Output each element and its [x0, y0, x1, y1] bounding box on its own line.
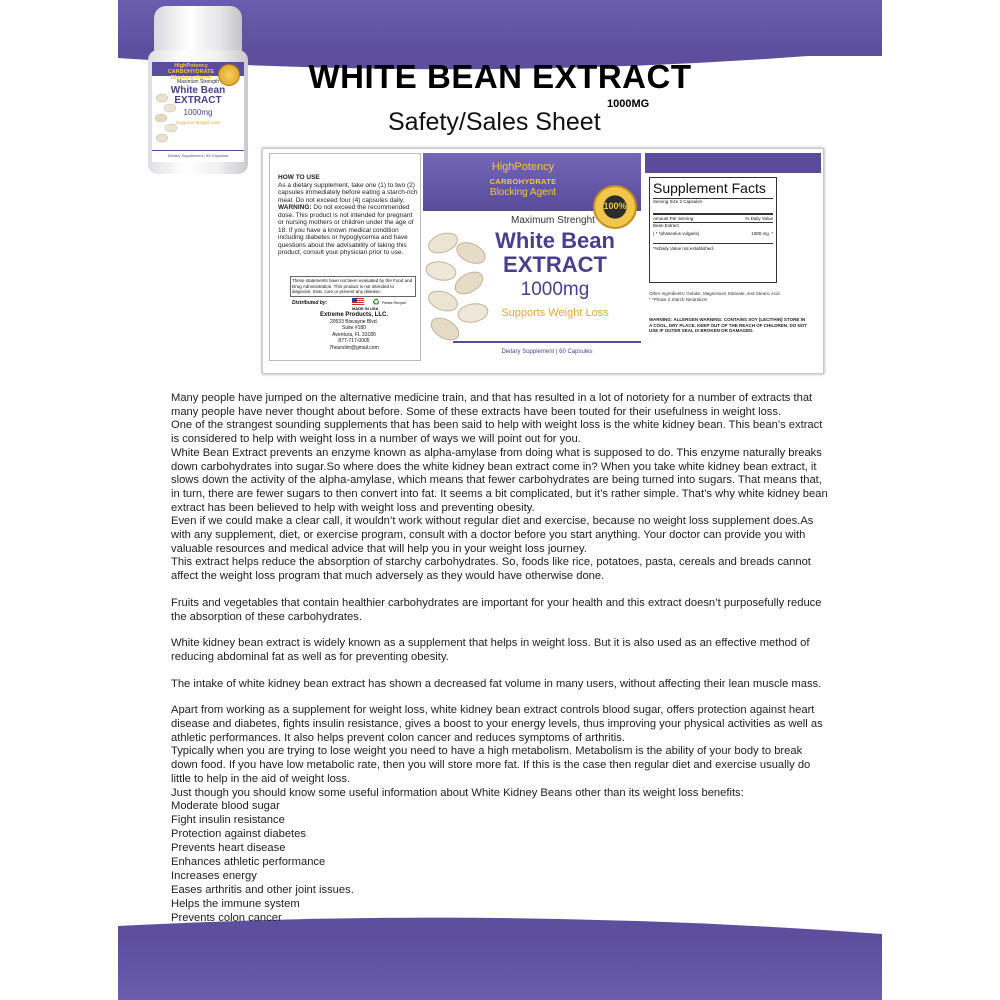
label-name2: EXTRACT — [503, 252, 607, 277]
allergen-warning: WARNING: ALLERGEN WARNING: CONTAINS SOY (LECITHIN) STORE IN A COOL, DRY PLACE. KEEP OUT OF THE REACH OF CHILDREN. DO NOT USE IF OUTER SEAL IS BROKEN OR DAMAGED. — [649, 317, 808, 333]
supplement-facts — [649, 177, 777, 283]
bottle-name2: EXTRACT — [174, 95, 222, 106]
product-label — [262, 148, 824, 374]
paragraph: Apart from working as a supplement for weight loss, white kidney bean extract controls blood sugar, offers protection against heart disease and diabetes, fights insulin resistance, gives a boost to your energy levels, thus improving your physical activities as well as athletic performances. It also helps prevent colon cancer and reduces symptoms of arthritis. — [171, 704, 823, 744]
list-item: Eases arthritis and other joint issues. — [171, 883, 354, 896]
product-bottle — [146, 6, 250, 174]
other-ingredients — [649, 291, 809, 302]
label-max-strength: Maximum Strenght — [511, 215, 595, 226]
fda-statement: These statements have not been evaluated by the Food and Drug Administration. This product is not intended to diagnose, treat, cure or prevent any disease. — [290, 276, 416, 297]
paragraph: The intake of white kidney bean extract has shown a decreased fat volume in many users, without affecting their lean muscle mass. — [171, 677, 822, 690]
dose-badge: 1000MG — [607, 98, 650, 110]
paragraph: Typically when you are trying to lose weight you need to have a high metabolism. Metabolism is the ability of your body to break down food. If you have low metabolic rate, then you will store more fat. If this is the case then regular diet and exercise usually do little to help in the aid of weight loss. — [171, 745, 811, 785]
list-item: Increases energy — [171, 869, 257, 882]
bottle-dose: 1000mg — [183, 108, 213, 117]
bottle-cap — [154, 6, 242, 56]
company-name: Extreme Products, LLC. — [319, 312, 388, 318]
article-body — [171, 392, 831, 925]
daily-value-head: % Daily Value — [745, 216, 773, 221]
bottle-blocking: Blocking Agent — [170, 75, 212, 81]
bottom-banner — [118, 940, 882, 1000]
ingredient-amount: 1000 mg — [751, 231, 769, 236]
bottle-carb: CARBOHYDRATE — [167, 69, 215, 75]
seal-text: 100% — [603, 201, 627, 211]
made-in-usa: MADE IN USA — [352, 306, 379, 311]
list-item: Enhances athletic performance — [171, 855, 326, 868]
bottle-beans-image — [154, 84, 180, 154]
bottle-high-potency: HighPotency — [174, 63, 208, 69]
ingredient-row — [653, 231, 773, 237]
label-dose: 1000mg — [520, 279, 590, 300]
distributed-by: Distributed by: — [292, 300, 328, 306]
page-subtitle: Safety/Sales Sheet — [388, 108, 601, 136]
list-item: Prevents heart disease — [171, 842, 286, 854]
label-right-band — [645, 153, 821, 173]
recycle-text: Please Recycle — [382, 301, 407, 305]
label-supports: Supports Weight Loss — [501, 307, 609, 319]
label-carb: CARBOHYDRATE — [489, 177, 557, 186]
ingredient-name: Bean Extract — [653, 223, 679, 228]
label-name: White Bean — [495, 228, 615, 253]
how-to-text: As a dietary supplement, take one (1) to two (2) capsules immediately before eating a starch-rich meal. Do not exceed four (4) capsules daily. — [278, 181, 418, 204]
label-front-panel — [423, 153, 641, 361]
address-line: Suite #180 — [342, 325, 366, 331]
bottle-supports: Supports Weight Loss — [176, 120, 220, 125]
address-line: 20533 Biscayne Blvd. — [329, 318, 379, 325]
usa-flag-icon — [352, 298, 364, 306]
address-line: 7hourslim@gmail.com — [329, 344, 379, 351]
list-item: Helps the immune system — [171, 897, 300, 910]
paragraph: Many people have jumped on the alternative medicine train, and that has resulted in a lot of notoriety for a number of extracts that many people have never thought about before. Some of these extracts have been touted for their usefulness in weight loss. — [171, 392, 813, 418]
distributor-address — [284, 312, 424, 351]
paragraph: White kidney bean extract is widely known as a supplement that helps in weight loss. But it is also used as an effective method of reducing abdominal fat as well as for preventing obesity. — [171, 637, 810, 663]
paragraph: Even if we could make a clear call, it wouldn’t work without regular diet and exercise, because no weight loss supplement does.As with any supplement, diet, or exercise program, consult with a doctor before you start anything. Your doctor can provide you with valuable resources and medical advice that will help you in your weight loss journey. — [171, 515, 814, 555]
amount-per-serving: Amount Per Serving — [653, 216, 694, 221]
ingredient-latin: ( * *phaseolus vulgaris) — [653, 231, 700, 236]
other-text: Other Ingredients: Gelatin, Magnesium Stearate, and Stearic Acid — [649, 291, 780, 296]
bottle-max-strength: Maximum Strength — [177, 79, 219, 85]
benefits-list — [171, 800, 831, 925]
warning-head: WARNING: — [278, 204, 312, 211]
paragraph: Fruits and vegetables that contain healthier carbohydrates are important for your health and this extract doesn’t purposefully reduce the absorption of these carbohydrates. — [171, 596, 822, 623]
label-blocking: Blocking Agent — [489, 187, 557, 198]
paragraph: This extract helps reduce the absorption of starchy carbohydrates. So, foods like rice, potatoes, pasta, cereals and breads cannot affect the weight loss program that much adversely as they would have otherwise done. — [171, 556, 811, 583]
list-item: Prevents colon cancer — [171, 911, 282, 924]
bottle-guarantee-seal-icon — [218, 64, 240, 86]
label-footer: Dietary Supplement | 60 Capsules — [453, 341, 641, 355]
address-line: Aventura, FL 33180 — [332, 331, 376, 338]
dv-note: *%Daily Value not established. — [653, 243, 773, 251]
label-left-panel — [269, 153, 421, 361]
label-right-panel — [645, 153, 821, 369]
label-high-potency: HighPotency — [491, 161, 555, 173]
recycle-icon: ♻ — [372, 297, 381, 307]
list-item: Protection against diabetes — [171, 828, 306, 841]
facts-title: Supplement Facts — [653, 180, 773, 199]
phase2-text: * *Phase 2 Starch Neutralizer — [649, 296, 708, 302]
facts-header — [653, 213, 773, 223]
paragraph: White Bean Extract prevents an enzyme known as alpha-amylase from doing what is supposed to do. This enzyme naturally breaks down carbohydrates into sugar.So where does the white kidney bean extract come in? When you take white kidney bean extract, it slows down the activity of the alpha-amylase, which means that fewer carbohydrates are being turned into sugars. That means that, in turn, there are fewer sugars to then convert into fat. It seems a bit complicated, but it’s rather simple. That’s why white kidney bean extract has been believed to help with weight loss and preventing obesity. — [171, 446, 828, 514]
bottle-footer: Dietary Supplement | 60 Capsules — [152, 150, 244, 158]
how-to-use — [278, 174, 418, 257]
how-to-title: HOW TO USE — [278, 174, 320, 181]
list-item: Moderate blood sugar — [171, 800, 280, 813]
paragraph: Just though you should know some useful information about White Kidney Beans other than its weight loss benefits: — [171, 786, 744, 799]
list-item: Fight insulin resistance — [171, 814, 285, 827]
serving-size: Serving Size 2 Capsules — [653, 199, 703, 204]
address-line: 877-717-0005 — [338, 338, 370, 344]
ingredient-dv: * — [771, 231, 773, 236]
page-title: WHITE BEAN EXTRACT — [308, 58, 692, 95]
bottle-name: White Bean — [170, 85, 226, 96]
paragraph: One of the strangest sounding supplements that has been said to help with weight loss is the white kidney bean. This bean’s extract is considered to help with weight loss in a number of ways we will point out for you. — [171, 419, 823, 446]
warning-text: Do not exceed the recommended dose. This product is not intended for pregnant or nursing mothers or children under the age of 18. If you have a known medical condition including diabetes or hypoglycemia and have questions about the advisability of taking this product, consult your physician prior to use. — [278, 204, 414, 256]
